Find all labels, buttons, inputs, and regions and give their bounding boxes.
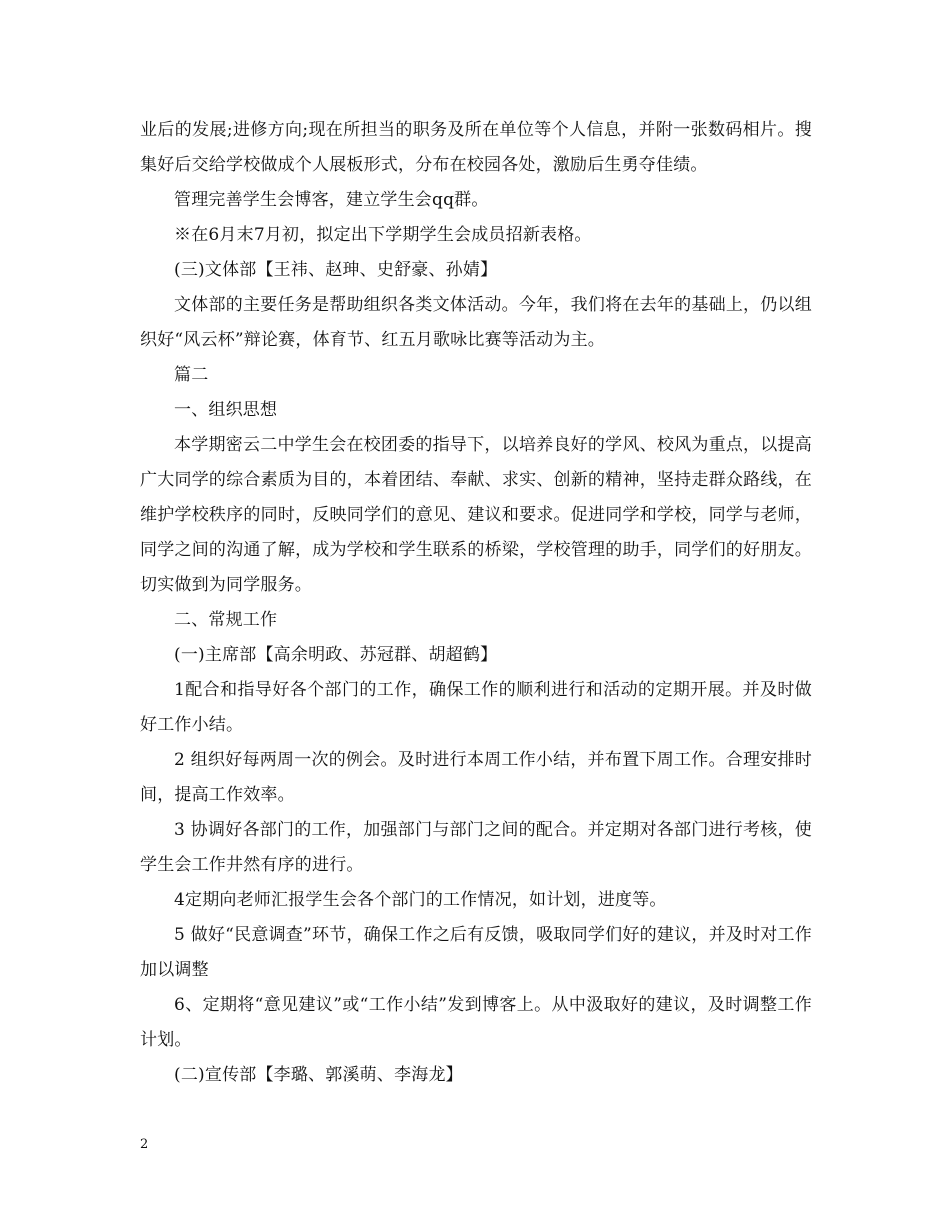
list-item: 4定期向老师汇报学生会各个部门的工作情况，如计划，进度等。 [174, 890, 667, 910]
paragraph: 管理完善学生会博客，建立学生会qq群。 [174, 190, 489, 210]
paragraph: ※在6月末7月初，拟定出下学期学生会成员招新表格。 [174, 225, 592, 245]
section-heading: 一、组织思想 [174, 400, 278, 420]
section-heading: 篇二 [174, 365, 209, 385]
paragraph: 业后的发展;进修方向;现在所担当的职务及所在单位等个人信息，并附一张数码相片。搜集好后交给学校做成个人展板形式，分布在校园各处，激励后生勇夺佳绩。 [140, 120, 812, 175]
section-heading: 二、常规工作 [174, 610, 278, 630]
page-number: 2 [140, 1137, 149, 1152]
list-item: 1配合和指导好各个部门的工作，确保工作的顺利进行和活动的定期开展。并及时做好工作小结。 [140, 680, 812, 735]
section-heading: (三)文体部【王祎、赵珅、史舒豪、孙婧】 [174, 260, 498, 280]
section-heading: (一)主席部【高余明政、苏冠群、胡超鹤】 [174, 645, 498, 665]
section-heading: (二)宣传部【李璐、郭溪萌、李海龙】 [174, 1065, 463, 1085]
document-body [140, 113, 812, 1093]
paragraph: 文体部的主要任务是帮助组织各类文体活动。今年，我们将在去年的基础上，仍以组织好“风云杯”辩论赛，体育节、红五月歌咏比赛等活动为主。 [140, 295, 812, 350]
list-item: 5 做好“民意调查”环节，确保工作之后有反馈，吸取同学们好的建议，并及时对工作加以调整 [140, 925, 812, 980]
list-item: 6、定期将“意见建议”或“工作小结”发到博客上。从中汲取好的建议，及时调整工作计划。 [140, 995, 812, 1050]
paragraph: 本学期密云二中学生会在校团委的指导下，以培养良好的学风、校风为重点，以提高广大同学的综合素质为目的，本着团结、奉献、求实、创新的精神，坚持走群众路线，在维护学校秩序的同时，反映同学们的意见、建议和要求。促进同学和学校，同学与老师，同学之间的沟通了解，成为学校和学生联系的桥梁，学校管理的助手，同学们的好朋友。切实做到为同学服务。 [140, 435, 812, 595]
list-item: 3 协调好各部门的工作，加强部门与部门之间的配合。并定期对各部门进行考核，使学生会工作井然有序的进行。 [140, 820, 812, 875]
list-item: 2 组织好每两周一次的例会。及时进行本周工作小结，并布置下周工作。合理安排时间，提高工作效率。 [140, 750, 812, 805]
